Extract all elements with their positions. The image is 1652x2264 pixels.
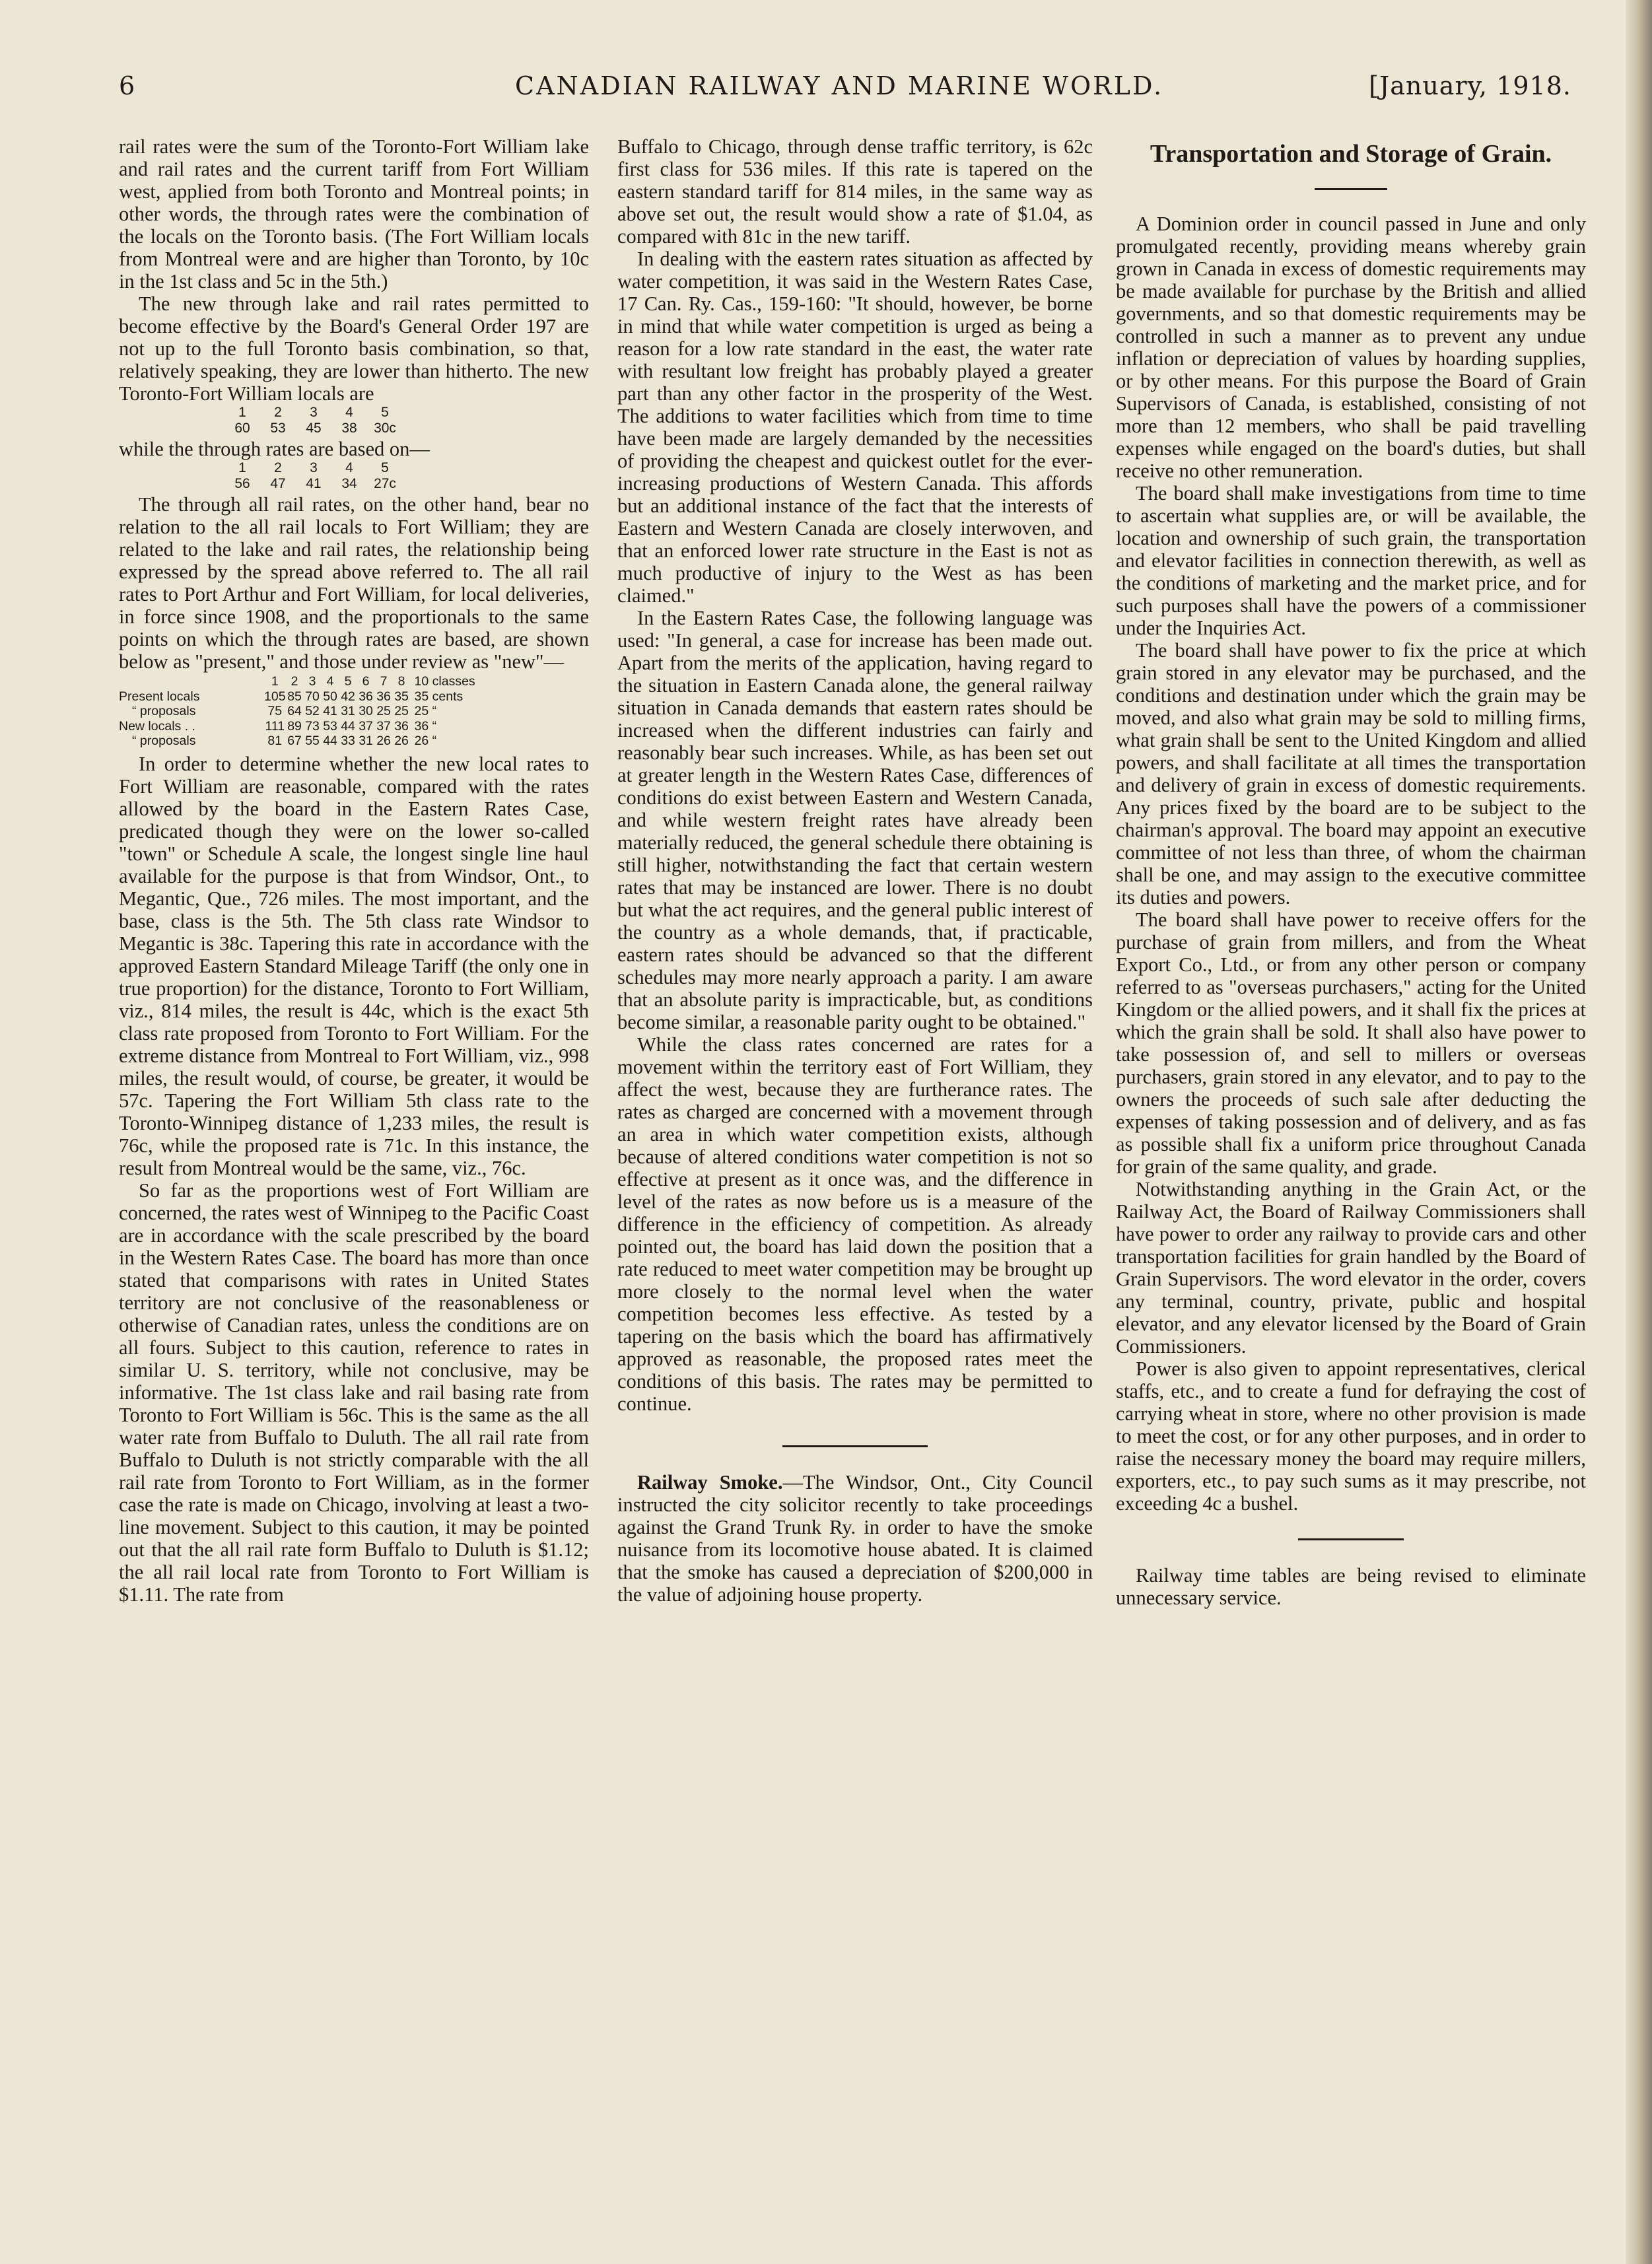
table-header-cell: 8 (397, 674, 405, 689)
item-title: Railway Smoke. (637, 1471, 783, 1493)
paragraph: The board shall have power to receive offers for the purchase of grain from millers, and from the Wheat Export Co., Ltd., or from any other person or company referred to as "overseas purchasers," acting for the United Kingdom or the allied powers, and it shall fix the prices at which the grain shall be sold. It shall also have power to take possession of, and sell to millers or overseas purchasers, grain stored in any elevator, and to pay to the owners the proceeds of such sale after deducting the expenses of taking possession and of delivery, and as fas as possible shall fix a uniform price throughout Canada for grain of the same quality, and grade. (1116, 909, 1586, 1178)
through-class-row (224, 460, 589, 476)
table-cell: 70 (305, 689, 320, 704)
table-cell: 44 (341, 718, 355, 734)
table-header-cell: 6 (362, 674, 370, 689)
paragraph: The board shall make investigations from time to time to ascertain what supplies are, or will be available, the location and ownership of such grain, the transportation and elevator facilities in connection therewith, as well as the conditions of marketing and the market price, and for such purposes shall have the powers of a commissioner under the Inquiries Act. (1116, 482, 1586, 639)
column-3 (1116, 135, 1586, 1609)
page-number: 6 (119, 71, 136, 100)
column-1 (119, 135, 589, 1606)
table-cell: 73 (305, 718, 320, 734)
article-title: Transportation and Storage of Grain. (1150, 140, 1552, 168)
rate-value: 47 (270, 476, 286, 491)
rate-comparison-table (119, 674, 589, 749)
item-text: —The Windsor, Ont., City Council instructed the city solicitor recently to take proceedings against the Grand Trunk Ry. in order to have the smoke nuisance from its locomotive house abated. It is claimed that the smoke has caused a depreciation of $200,000 in the value of adjoining house property. (617, 1471, 1093, 1606)
table-cell: 37 (376, 718, 391, 734)
table-cell: 31 (341, 704, 355, 718)
table-cell: 25 (376, 704, 391, 718)
table-cell: 111 (265, 718, 285, 734)
page-header (119, 71, 1571, 111)
class-number: 4 (345, 405, 353, 420)
locals-rate-row (224, 421, 589, 436)
table-cell: 26 “ (414, 734, 437, 748)
rate-value: 60 (234, 421, 250, 436)
rate-value: 38 (341, 421, 357, 436)
rate-value: 41 (306, 476, 322, 491)
table-cell: 25 (394, 704, 409, 718)
table-cell: 35 cents (414, 689, 464, 704)
paragraph: rail rates were the sum of the Toronto-Fort William lake and rail rates and the current tariff from Fort William west, applied from both Toronto and Montreal points; in other words, the through rates were the combination of the locals on the Toronto basis. (The Fort William locals from Montreal were and are higher than Toronto, by 10c in the 1st class and 5c in the 5th.) (119, 135, 589, 292)
table-cell (119, 674, 264, 689)
table-header-cell: 1 (271, 674, 279, 689)
class-number: 2 (274, 405, 282, 420)
table-header-cell: 7 (380, 674, 388, 689)
paragraph: While the class rates concerned are rates for a movement within the territory east of Fort William, they affect the west, because they are furtherance rates. The rates as charged are concerned with a movement through an area in which water competition exists, although because of altered conditions water competition is not so effective at present as it once was, and the difference in level of the rates as now before us is a measure of the difference in the efficiency of competition. As already pointed out, the board has laid down the position that a rate reduced to meet water competition may be brought up more closely to the normal level when the water competition becomes less effective. As tested by a tapering on the basis which the board has affirmatively approved as reasonable, the proposed rates meet the conditions of this basis. The rates may be permitted to continue. (617, 1033, 1093, 1415)
paragraph: Railway time tables are being revised to eliminate unnecessary service. (1116, 1564, 1586, 1609)
table-cell: 81 (267, 734, 283, 748)
table-cell: 52 (305, 704, 320, 718)
through-rates (119, 460, 589, 492)
table-cell: 26 (376, 734, 391, 748)
table-row (119, 734, 589, 749)
paragraph: The through all rail rates, on the other hand, bear no relation to the all rail locals to Fort William; they are related to the lake and rail rates, the relationship being expressed by the spread above referred to. The all rail rates to Port Arthur and Fort William, for local deliveries, in force since 1908, and the proportionals to the same points on which the through rates are based, are shown below as "present," and those under review as "new"— (119, 493, 589, 673)
table-cell: 41 (323, 704, 337, 718)
table-cell: 89 (287, 718, 302, 734)
table-cell: 67 (287, 734, 302, 748)
rate-value: 27c (374, 476, 396, 491)
title-divider (1315, 188, 1387, 190)
section-divider (1298, 1538, 1404, 1540)
table-header-cell: 5 (344, 674, 352, 689)
paragraph: A Dominion order in council passed in June and only promulgated recently, providing means whereby grain grown in Canada in excess of domestic requirements may be made available for purchase by the British and allied governments, and so that domestic requirements may be controlled in such a manner as to prevent any undue inflation or depreciation of values by hoarding supplies, or by other means. For this purpose the Board of Grain Supervisors of Canada, is established, consisting of not more than 12 members, who shall be paid travelling expenses while engaged on the board's duties, but shall receive no other remuneration. (1116, 213, 1586, 482)
table-cell: 75 (267, 704, 283, 718)
paragraph: while the through rates are based on— (119, 438, 430, 460)
table-row (119, 704, 589, 719)
table-cell: 30 (359, 704, 373, 718)
table-cell: 64 (287, 704, 302, 718)
table-cell: 36 “ (414, 718, 437, 734)
table-cell: 33 (341, 734, 355, 748)
table-cell: 55 (305, 734, 320, 748)
class-number: 2 (274, 460, 282, 475)
rate-value: 34 (341, 476, 357, 491)
table-row (119, 689, 589, 704)
rate-value: 30c (374, 421, 396, 436)
class-number: 3 (310, 460, 318, 475)
class-number: 4 (345, 460, 353, 475)
table-cell: 37 (359, 718, 373, 734)
table-header-cell: 10 classes (414, 674, 475, 689)
paragraph: Power is also given to appoint representatives, clerical staffs, etc., and to create a fund for defraying the cost of carrying wheat in store, where no other provision is made to meet the cost, or for any other purposes, and in order to raise the necessary money the board may require millers, exporters, etc., to pay such sums as it may prescribe, not exceeding 4c a bushel. (1116, 1357, 1586, 1515)
table-header-row (119, 674, 589, 689)
table-cell: 26 (394, 734, 409, 748)
table-header-cell: 3 (308, 674, 316, 689)
table-cell: 53 (323, 718, 337, 734)
table-row (119, 719, 589, 734)
issue-date: [January, 1918. (1369, 71, 1571, 100)
table-cell: 36 (394, 718, 409, 734)
class-number: 1 (238, 405, 246, 420)
locals-class-row (224, 405, 589, 421)
class-number: 5 (381, 405, 389, 420)
column-2 (617, 135, 1093, 1606)
paragraph: The new through lake and rail rates permitted to become effective by the Board's General Order 197 are not up to the full Toronto basis combination, so that, relatively speaking, they are lower than hitherto. The new Toronto-Fort William locals are (119, 292, 589, 405)
paragraph: The board shall have power to fix the price at which grain stored in any elevator may be purchased, and the conditions and destination under which the grain may be moved, and also what grain may be sold to milling firms, what grain shall be sent to the United Kingdom and allied powers, and shall facilitate at all times the transportation and delivery of grain in excess of domestic requirements. Any prices fixed by the board are to be subject to the chairman's approval. The board may appoint an executive committee of not less than three, of whom the chairman shall be one, and may assign to the executive committee its duties and powers. (1116, 639, 1586, 909)
table-cell: 36 (376, 689, 391, 704)
locals-rates (119, 405, 589, 436)
rate-value: 56 (234, 476, 250, 491)
paragraph: Buffalo to Chicago, through dense traffic territory, is 62c first class for 536 miles. If this rate is tapered on the eastern standard tariff for 814 miles, in the same way as above set out, the result would show a rate of $1.04, as compared with 81c in the new tariff. (617, 135, 1093, 248)
table-cell: 44 (323, 734, 337, 748)
paragraph: Notwithstanding anything in the Grain Act, or the Railway Act, the Board of Railway Commissioners shall have power to order any railway to provide cars and other transportation facilities for grain handled by the Board of Grain Supervisors. The word elevator in the order, covers any terminal, country, private, public and hospital elevator, and any elevator licensed by the Board of Grain Commissioners. (1116, 1178, 1586, 1357)
class-number: 3 (310, 405, 318, 420)
section-divider (782, 1445, 928, 1447)
table-cell: 35 (394, 689, 409, 704)
table-cell: 25 “ (414, 704, 437, 718)
row-label: “ proposals (132, 734, 196, 748)
class-number: 1 (238, 460, 246, 475)
rate-value: 53 (270, 421, 286, 436)
table-header-cell: 2 (291, 674, 298, 689)
paragraph: In order to determine whether the new local rates to Fort William are reasonable, compared with the rates allowed by the board in the Eastern Rates Case, predicated though they were on the lower so-called "town" or Schedule A scale, the longest single line haul available for the purpose is that from Windsor, Ont., to Megantic, Que., 726 miles. The most important, and the base, class is the 5th. The 5th class rate Windsor to Megantic is 38c. Tapering this rate in accordance with the approved Eastern Standard Mileage Tariff (the only one in true proportion) for the distance, Toronto to Fort William, viz., 814 miles, the result is 44c, which is the exact 5th class rate proposed from Toronto to Fort William. For the extreme distance from Montreal to Fort William, viz., 998 miles, the result would, of course, be greater, it would be 57c. Tapering the Fort William 5th class rate to the Toronto-Winnipeg distance of 1,233 miles, the result is 76c, while the proposed rate is 71c. In this instance, the result from Montreal would be the same, viz., 76c. (119, 752, 589, 1179)
row-label: “ proposals (132, 704, 196, 718)
journal-title: CANADIAN RAILWAY AND MARINE WORLD. (515, 71, 1164, 100)
table-cell: 36 (359, 689, 373, 704)
table-cell: 50 (323, 689, 337, 704)
table-cell: 85 (287, 689, 302, 704)
page-edge-shadow (1626, 0, 1652, 2264)
rate-value: 45 (306, 421, 322, 436)
table-header-cell: 4 (326, 674, 334, 689)
through-rate-row (224, 476, 589, 492)
table-cell: 42 (341, 689, 355, 704)
paragraph: So far as the proportions west of Fort William are concerned, the rates west of Winnipeg to the Pacific Coast are in accordance with the scale prescribed by the board in the Western Rates Case. The board has more than once stated that comparisons with rates in United States territory are not conclusive of the reasonableness or otherwise of Canadian rates, unless the conditions are on all fours. Subject to this caution, reference to rates in similar U. S. territory, while not conclusive, may be informative. The 1st class lake and rail basing rate from Toronto to Fort William is 56c. This is the same as the all water rate from Buffalo to Duluth. The all rail rate from Buffalo to Duluth is not strictly comparable with the all rail rate from Toronto to Fort William, as in the former case the rate is made on Chicago, involving at least a two-line movement. Subject to this caution, it may be pointed out that the all rail rate form Buffalo to Duluth is $1.12; the all rail local rate from Toronto to Fort William is $1.11. The rate from (119, 1179, 589, 1606)
railway-smoke-item (617, 1471, 1093, 1606)
table-cell: 31 (359, 734, 373, 748)
paragraph: In the Eastern Rates Case, the following language was used: "In general, a case for increase has been made out. Apart from the merits of the application, having regard to the situation in Eastern Canada alone, the general railway situation in Canada demands that eastern rates should be increased when the different industries can fairly and reasonably bear such increases. While, as has been set out at greater length in the Western Rates Case, differences of conditions do exist between Eastern and Western Canada, and while western freight rates have already been materially reduced, the general schedule there obtaining is still higher, notwithstanding the fact that certain western rates that may be instanced are lower. There is no doubt but what the act requires, and the general public interest of the country as a whole demands, that, if practicable, eastern rates should be advanced so that the different schedules may more nearly approach a parity. I am aware that an absolute parity is impracticable, but, as conditions become similar, a reasonable parity ought to be obtained." (617, 607, 1093, 1033)
paragraph: In dealing with the eastern rates situation as affected by water competition, it was said in the Western Rates Case, 17 Can. Ry. Cas., 159-160: "It should, however, be borne in mind that while water competition is urged as being a reason for a low rate standard in the east, the water rate with resultant low freight has probably played a greater part than any other factor in the prosperity of the West. The additions to water facilities which from time to time have been made are largely demanded by the necessities of providing the cheapest and quickest outlet for the ever-increasing productions of Western Canada. This affords but an additional instance of the fact that the interests of Eastern and Western Canada are closely interwoven, and that an enforced lower rate structure in the East is not as much productive of injury to the West as has been claimed." (617, 248, 1093, 607)
class-number: 5 (381, 460, 389, 475)
table-cell: 105 (264, 689, 286, 704)
row-label: New locals . . (119, 718, 195, 734)
row-label: Present locals (119, 689, 200, 704)
